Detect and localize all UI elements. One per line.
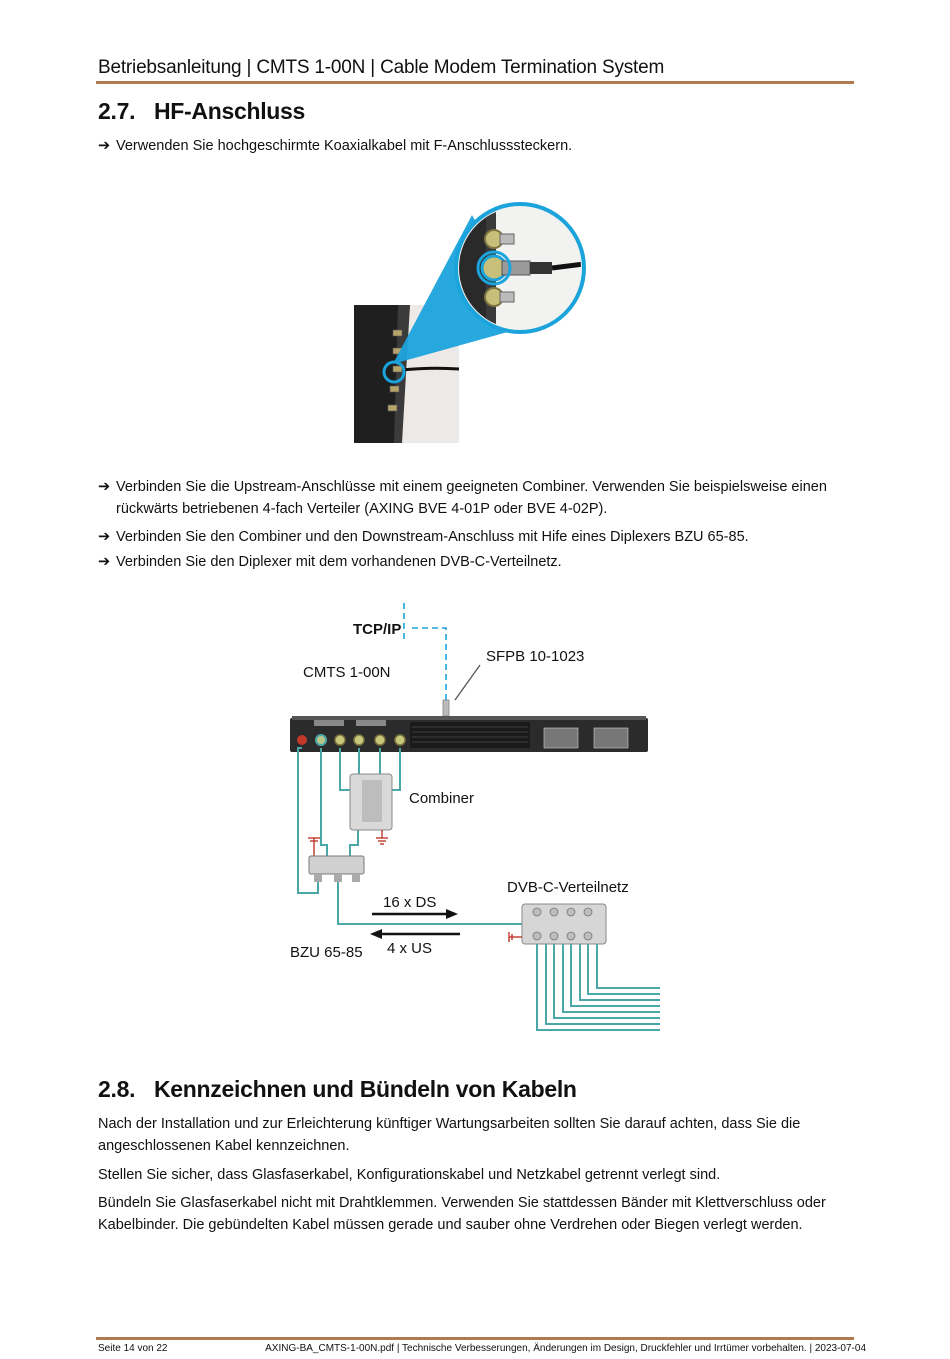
section-heading-2-7: 2.7. HF-Anschluss — [98, 98, 306, 124]
label-dvbc: DVB-C-Verteilnetz — [507, 879, 629, 896]
label-tcpip: TCP/IP — [353, 621, 402, 638]
bullet-step-3: ➔ Verbinden Sie den Diplexer mit dem vorhandenen DVB-C-Verteilnetz. — [98, 551, 838, 573]
arrow-icon: ➔ — [98, 479, 111, 495]
label-us: 4 x US — [387, 940, 433, 957]
bullet-intro: ➔ Verwenden Sie hochgeschirmte Koaxialkabel mit F-Anschlusssteckern. — [98, 135, 838, 157]
footer-info: AXING-BA_CMTS-1-00N.pdf | Technische Verbesserungen, Änderungen im Design, Druckfehler und Irrtümer vorbehalten. | 2023-07-04 — [265, 1343, 866, 1354]
paragraph-separate-cables: Stellen Sie sicher, dass Glasfaserkabel, Konfigurationskabel und Netzkabel getrennt verlegt sind. — [98, 1167, 721, 1183]
footer-rule — [96, 1337, 854, 1340]
document-header: Betriebsanleitung | CMTS 1-00N | Cable Modem Termination System — [98, 57, 665, 78]
bullet-step-1: ➔ Verbinden Sie die Upstream-Anschlüsse mit einem geeigneten Combiner. Verwenden Sie beispielsweise einen rückwärts betriebenen 4-fach Verteiler (AXING BVE 4-01P oder BVE 4-02P). — [98, 476, 838, 520]
label-cmts: CMTS 1-00N — [303, 664, 391, 681]
label-bzu: BZU 65-85 — [290, 944, 363, 961]
label-ds: 16 x DS — [383, 894, 437, 911]
paragraph-bundle-cables: Bündeln Sie Glasfaserkabel nicht mit Drahtklemmen. Verwenden Sie stattdessen Bänder mit Klettverschluss oder Kabelbinder. Die gebündelten Kabel müssen gerade und sauber ohne Verdrehen oder Biegen verlegt werden. — [98, 1195, 826, 1233]
bullet-step-2: ➔ Verbinden Sie den Combiner und den Downstream-Anschluss mit Hife eines Diplexers BZU 65-85. — [98, 526, 838, 548]
label-sfpb: SFPB 10-1023 — [486, 648, 585, 665]
label-combiner: Combiner — [409, 790, 475, 807]
arrow-icon: ➔ — [98, 554, 111, 570]
section-heading-2-8: 2.8. Kennzeichnen und Bündeln von Kabeln — [98, 1076, 577, 1102]
paragraph-label-cables: Nach der Installation und zur Erleichterung künftiger Wartungsarbeiten sollten Sie darauf achten, dass Sie die angeschlossenen Kabel kennzeichnen. — [98, 1116, 801, 1154]
page-number: Seite 14 von 22 — [98, 1343, 168, 1354]
arrow-icon: ➔ — [98, 138, 111, 154]
arrow-icon: ➔ — [98, 529, 111, 545]
